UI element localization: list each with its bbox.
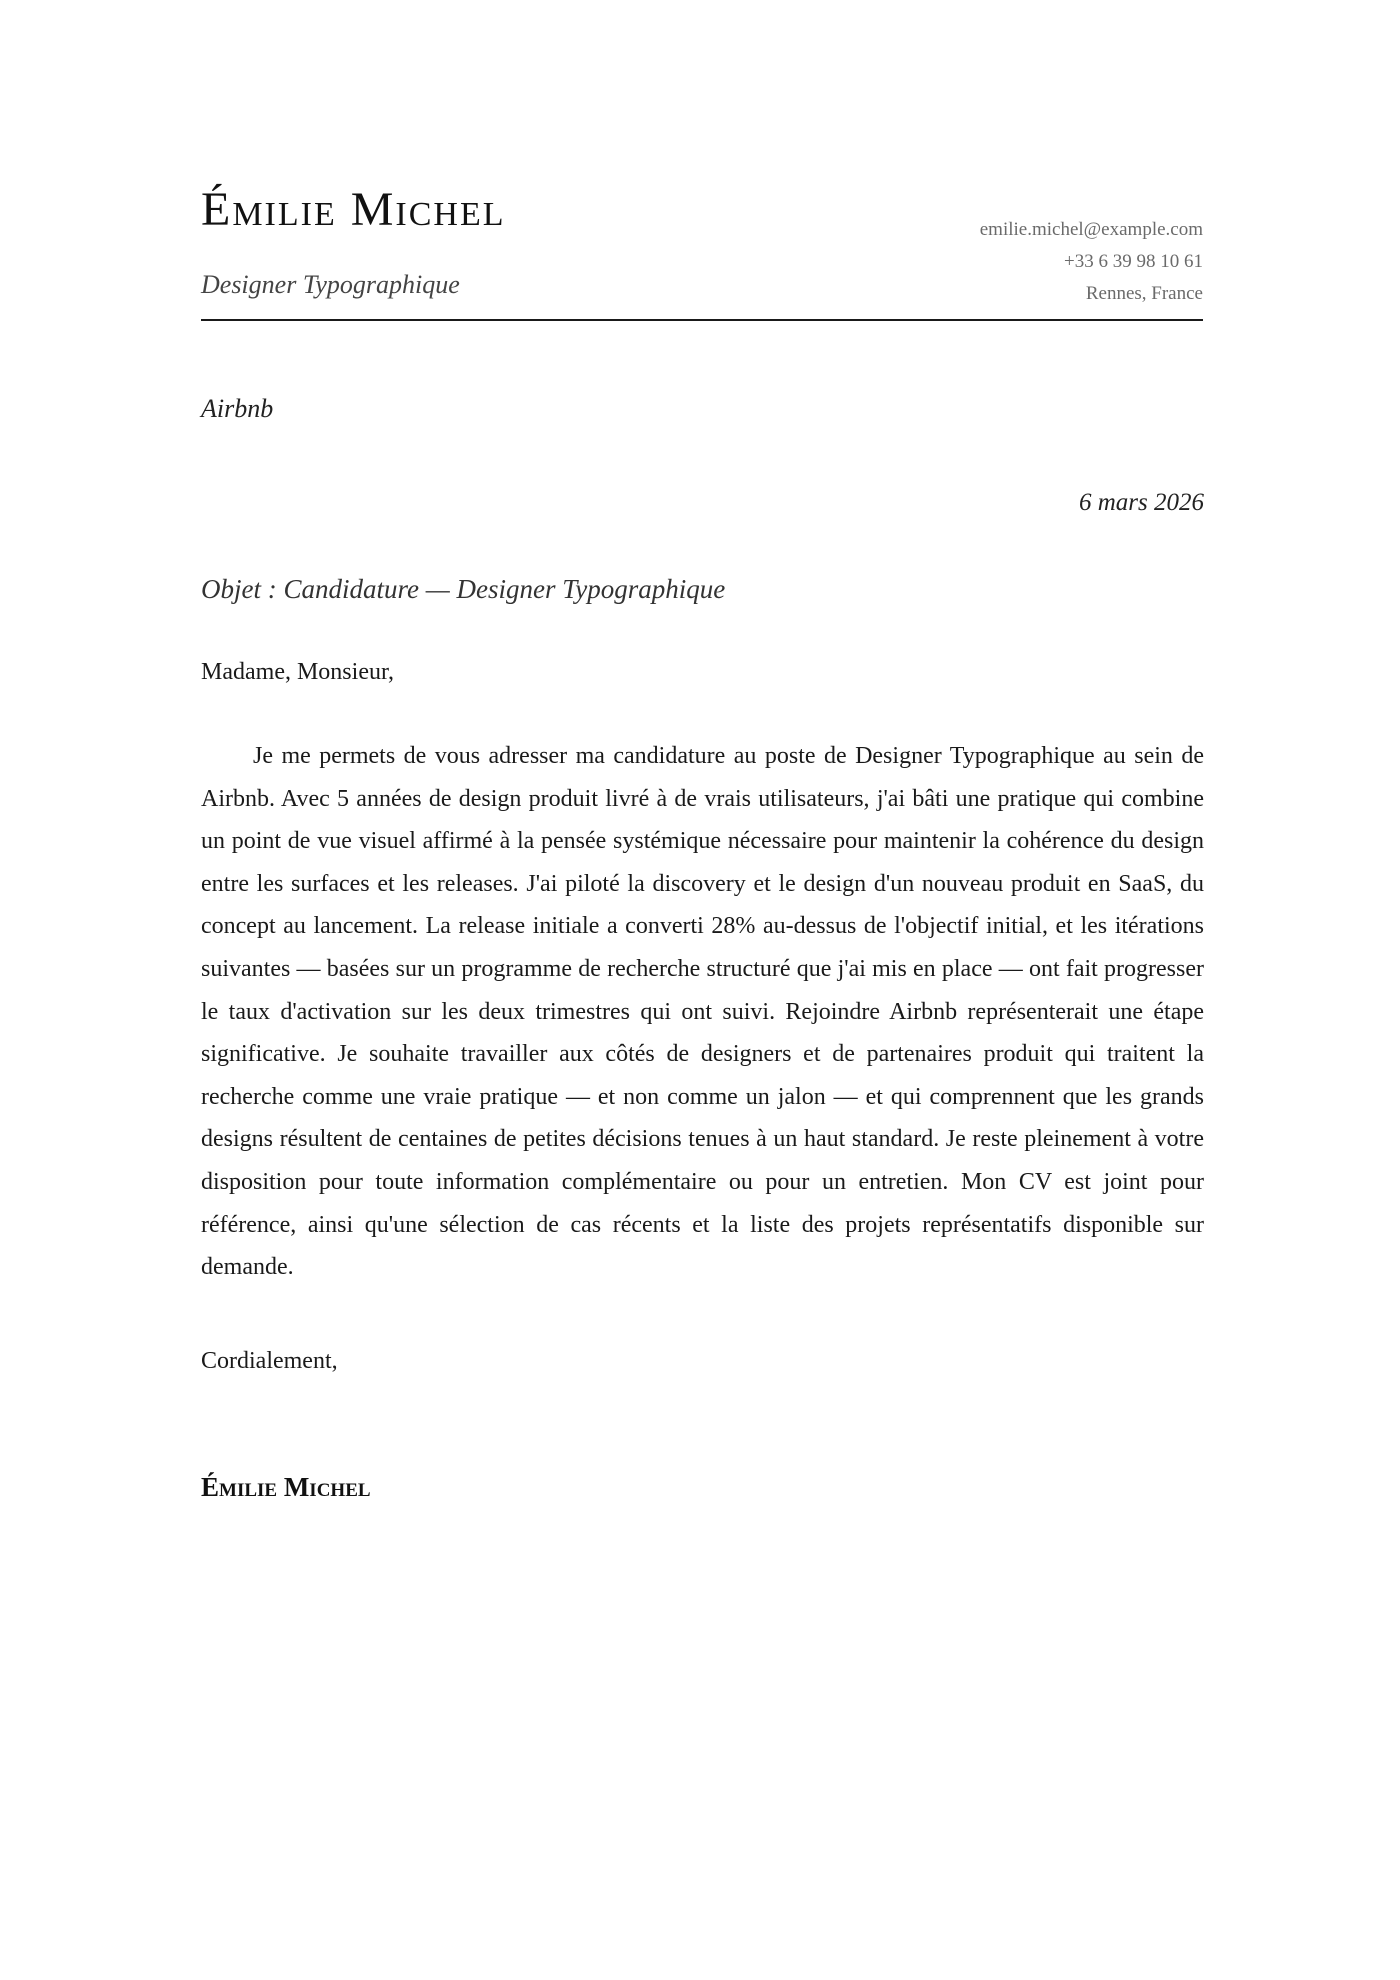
letter-header (201, 183, 1203, 321)
sender-role: Designer Typographique (201, 270, 460, 299)
sender-name: Émilie Michel (201, 183, 506, 236)
letter-subject: Objet : Candidature — Designer Typographique (201, 574, 726, 604)
contact-block (980, 214, 1203, 310)
closing: Cordialement, (201, 1348, 338, 1374)
recipient-company: Airbnb (201, 394, 274, 423)
letter-date: 6 mars 2026 (1078, 489, 1204, 516)
contact-email: emilie.michel@example.com (979, 219, 1203, 240)
contact-phone: +33 6 39 98 10 61 (1064, 251, 1203, 272)
contact-location: Rennes, France (1085, 283, 1203, 304)
signature: Émilie Michel (201, 1472, 371, 1502)
letter-body: Je me permets de vous adresser ma candidature au poste de Designer Typographique au sein de Airbnb. Avec 5 années de design produit livré à de vrais utilisateurs, j'ai bâti une pratique qui combine un point de vue visuel affirmé à la pensée systémique nécessaire pour maintenir la cohérence du design entre les surfaces et les releases. J'ai piloté la discovery et le design d'un nouveau produit en SaaS, du concept au lancement. La release initiale a converti 28% au-dessus de l'objectif initial, et les itérations suivantes — basées sur un programme de recherche structuré que j'ai mis en place — ont fait progresser le taux d'activation sur les deux trimestres qui ont suivi. Rejoindre Airbnb représenterait une étape significative. Je souhaite travailler aux côtés de designers et de partenaires produit qui traitent la recherche comme une vraie pratique — et non comme un jalon — et qui comprennent que les grands designs résultent de centaines de petites décisions tenues à un haut standard. Je reste pleinement à votre disposition pour toute information complémentaire ou pour un entretien. Mon CV est joint pour référence, ainsi qu'une sélection de cas récents et la liste des projets représentatifs disponible sur demande. (201, 743, 1204, 1281)
salutation: Madame, Monsieur, (201, 659, 394, 685)
